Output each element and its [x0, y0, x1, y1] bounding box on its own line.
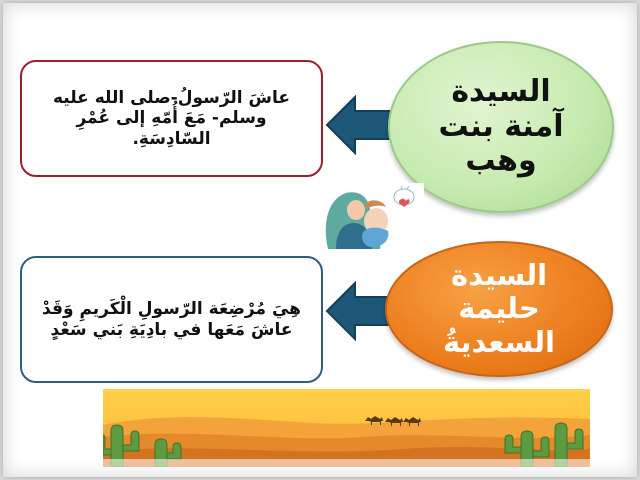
description-text-amina: عاشَ الرّسولُ-صلى الله عليه وسلم- مَعَ أُمّهِ إلى عُمْرِ السّادِسَةِ. — [52, 87, 290, 149]
title-text-amina: السيدة آمنة بنت وهب — [438, 74, 564, 179]
desert-camels-illustration — [103, 389, 590, 467]
description-card-amina — [20, 60, 323, 177]
title-oval-halima — [385, 241, 613, 377]
description-card-halima — [20, 256, 323, 383]
mother-child-illustration — [306, 183, 424, 251]
slide — [3, 3, 637, 477]
left-arrow-icon — [325, 95, 395, 155]
title-text-halima: السيدة حليمة السعديةُ — [443, 257, 555, 359]
description-text-halima: هِيَ مُرْضِعَة الرّسولِ الْكَريمِ وَقَدْ عاشَ مَعَها في بادِيَةِ بَني سَعْدٍ — [42, 299, 301, 340]
